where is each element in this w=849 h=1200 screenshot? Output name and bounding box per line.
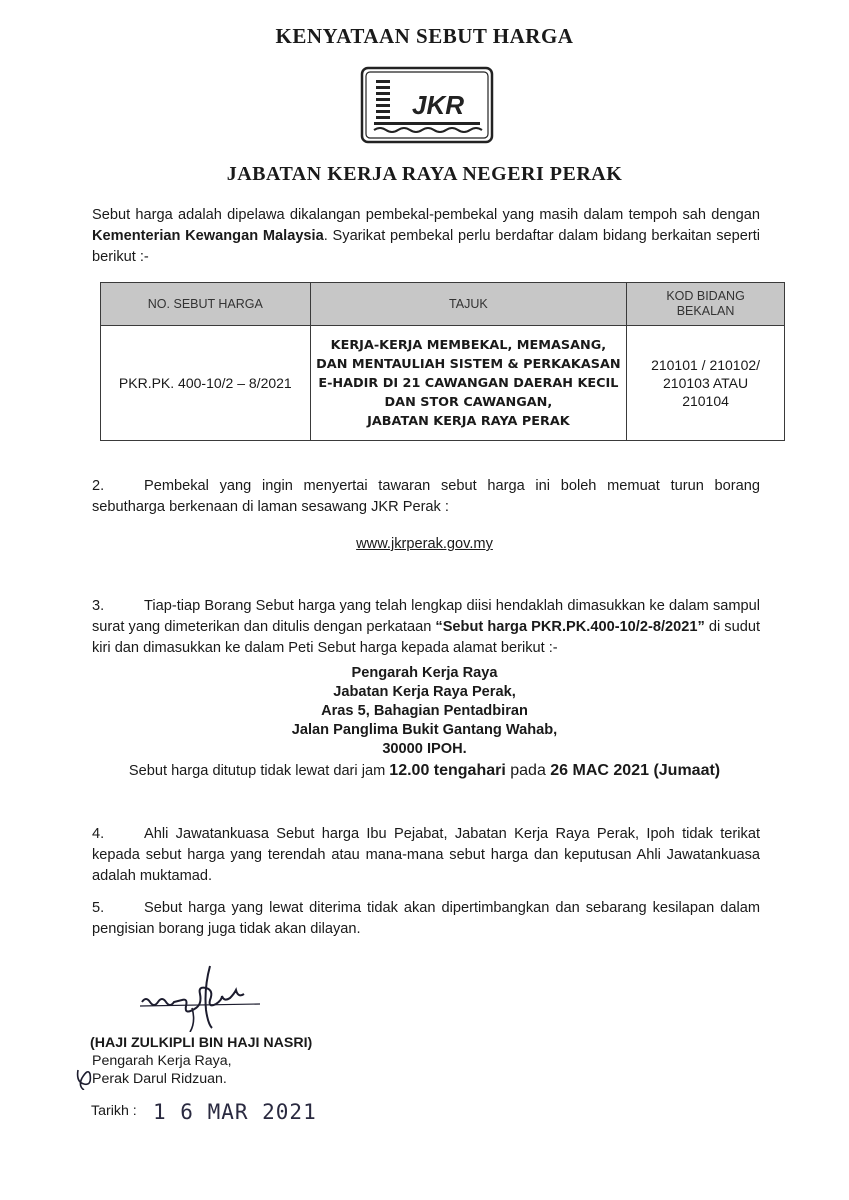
table-header-row bbox=[101, 283, 785, 326]
paragraph-3: 3. Tiap-tiap Borang Sebut harga yang telah lengkap diisi hendaklah dimasukkan ke dalam sampul surat yang dimeterikan dan ditulis dengan perkataan “Sebut harga PKR.PK.400-10/2-8/2021” di sudut kiri dan dimasukkan ke dalam Peti Sebut harga kepada alamat berikut :- bbox=[92, 598, 760, 656]
address-line: Pengarah Kerja Raya bbox=[351, 665, 498, 681]
address-line: Aras 5, Bahagian Pentadbiran bbox=[321, 703, 528, 719]
signatory-position: Pengarah Kerja Raya, bbox=[92, 1053, 232, 1069]
date-stamp: 1 6 MAR 2021 bbox=[153, 1100, 317, 1124]
date-label: Tarikh : bbox=[91, 1103, 137, 1119]
cell-kod: 210101 / 210102/ 210103 ATAU 210104 bbox=[627, 326, 785, 441]
address-line: Jabatan Kerja Raya Perak, bbox=[333, 684, 516, 700]
paragraph-2: 2. Pembekal yang ingin menyertai tawaran sebut harga ini boleh memuat turun borang sebutharga berkenaan di laman sesawang JKR Perak : bbox=[92, 478, 760, 515]
intro-paragraph: Sebut harga adalah dipelawa dikalangan pembekal-pembekal yang masih dalam tempoh sah dengan Kementerian Kewangan Malaysia. Syarikat pembekal perlu berdaftar dalam bidang berkaitan seperti berikut :- bbox=[92, 207, 761, 265]
website-link[interactable]: www.jkrperak.gov.my bbox=[356, 536, 493, 552]
paragraph-5: 5. Sebut harga yang lewat diterima tidak akan dipertimbangkan dan sebarang kesilapan dalam pengisian borang juga tidak akan dilayan. bbox=[92, 900, 760, 937]
cell-tajuk: KERJA-KERJA MEMBEKAL, MEMASANG, DAN MENTAULIAH SISTEM & PERKAKASAN E-HADIR DI 21 CAWANGAN DAERAH KECIL DAN STOR CAWANGAN, JABATAN KERJA RAYA PERAK bbox=[310, 326, 627, 441]
header-tajuk: TAJUK bbox=[310, 283, 627, 326]
quotation-table bbox=[100, 282, 785, 441]
agency-heading: JABATAN KERJA RAYA NEGERI PERAK bbox=[226, 163, 623, 185]
address-line: Jalan Panglima Bukit Gantang Wahab, bbox=[291, 722, 558, 738]
document-title: KENYATAAN SEBUT HARGA bbox=[275, 24, 574, 48]
cell-no: PKR.PK. 400-10/2 – 8/2021 bbox=[101, 326, 311, 441]
header-no: NO. SEBUT HARGA bbox=[101, 283, 311, 326]
jkr-logo bbox=[360, 66, 494, 144]
address-line: 30000 IPOH. bbox=[382, 741, 467, 757]
signatory-state: Perak Darul Ridzuan. bbox=[92, 1071, 227, 1087]
header-kod: KOD BIDANG BEKALAN bbox=[627, 283, 785, 326]
closing-date-notice: Sebut harga ditutup tidak lewat dari jam 12.00 tengahari pada 26 MAC 2021 (Jumaat) bbox=[128, 762, 721, 779]
signatory-name: (HAJI ZULKIPLI BIN HAJI NASRI) bbox=[90, 1035, 313, 1051]
logo-text: JKR bbox=[411, 90, 465, 120]
handwritten-signature bbox=[120, 962, 290, 1032]
paragraph-4: 4. Ahli Jawatankuasa Sebut harga Ibu Pejabat, Jabatan Kerja Raya Perak, Ipoh tidak terikat kepada sebut harga yang terendah atau mana-mana sebut harga dan keputusan Ahli Jawatankuasa adalah muktamad. bbox=[92, 826, 760, 884]
address-block bbox=[0, 664, 849, 759]
table-row bbox=[101, 326, 785, 441]
